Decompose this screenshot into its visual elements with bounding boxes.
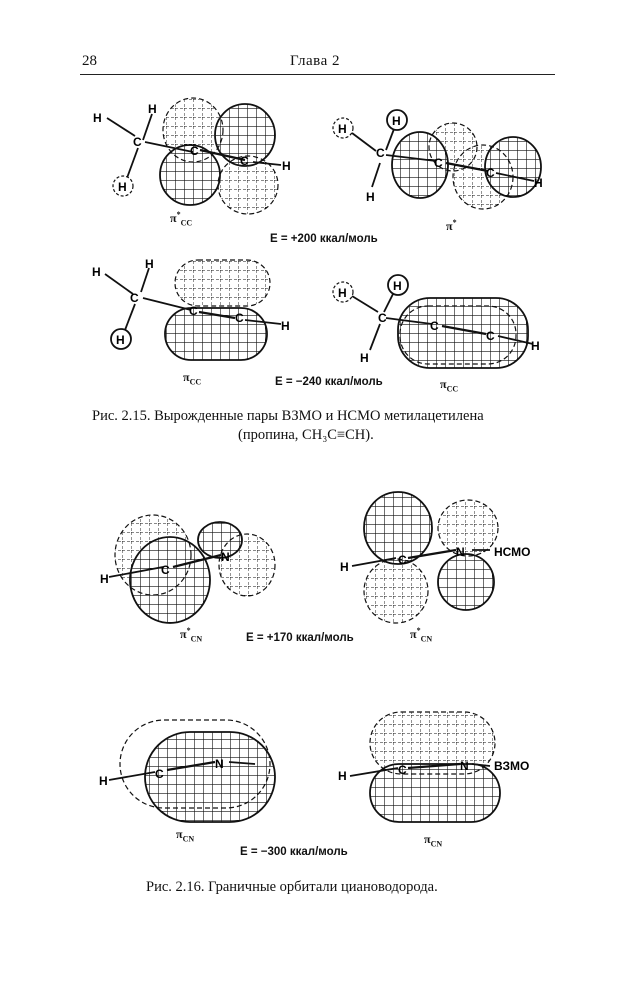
atom-h: H <box>338 286 347 300</box>
atom-n: N <box>221 550 230 564</box>
figure-caption-2-15: Рис. 2.15. Вырожденные пары ВЗМО и НСМО метилацетилена <box>92 408 484 424</box>
atom-h: H <box>282 159 291 173</box>
atom-h: H <box>99 774 108 788</box>
energy-homo-216: E = −300 ккал/моль <box>240 846 348 858</box>
label-pi-cc-right: $\pi_{CC}$ <box>440 377 459 394</box>
atom-h: H <box>338 122 347 136</box>
atom-c: C <box>189 304 198 318</box>
atom-h: H <box>281 319 290 333</box>
chapter-title: Глава 2 <box>290 53 340 69</box>
atom-h: H <box>145 257 154 271</box>
fig216-homo-right <box>330 706 560 828</box>
atom-h: H <box>148 102 157 116</box>
atom-h: H <box>392 114 401 128</box>
label-pi-star-cc: $\pi^*_{CC}$ <box>170 210 193 228</box>
atom-c: C <box>155 767 164 781</box>
atom-c: C <box>378 311 387 325</box>
atom-c: C <box>486 166 495 180</box>
lumo-tag: НСМО <box>494 545 531 559</box>
atom-h: H <box>393 279 402 293</box>
atom-n: N <box>215 757 224 771</box>
fig216-homo-left <box>95 712 285 827</box>
atom-c: C <box>130 291 139 305</box>
figure-caption-2-16: Рис. 2.16. Граничные орбитали циановодорода. <box>146 879 438 895</box>
fig215-homo-right <box>328 270 548 380</box>
atom-c: C <box>434 156 443 170</box>
atom-c: C <box>376 146 385 160</box>
fig215-lumo-left <box>85 90 295 230</box>
atom-c: C <box>190 144 199 158</box>
atom-c: C <box>240 154 249 168</box>
label-pi-cn-left: $\pi_{CN}$ <box>176 827 195 844</box>
header-rule <box>80 74 555 75</box>
energy-lumo-215: E = +200 ккал/моль <box>270 233 378 245</box>
atom-n: N <box>456 545 465 559</box>
energy-homo-215: E = −240 ккал/моль <box>275 376 383 388</box>
label-pi-star-cn-right: $\pi^*_{CN}$ <box>410 626 433 644</box>
atom-h: H <box>118 180 127 194</box>
atom-h: H <box>366 190 375 204</box>
atom-h: H <box>340 560 349 574</box>
atom-c: C <box>486 329 495 343</box>
atom-c: C <box>430 319 439 333</box>
figure-caption-2-15-line2: (пропина, CH₃C≡CH). <box>238 427 374 443</box>
atom-h: H <box>92 265 101 279</box>
atom-h: H <box>360 351 369 365</box>
label-pi-star-cn-left: $\pi^*_{CN}$ <box>180 626 203 644</box>
fig216-lumo-right <box>330 488 560 628</box>
atom-c: C <box>398 553 407 567</box>
page-number: 28 <box>82 53 97 69</box>
atom-c: C <box>133 135 142 149</box>
atom-h: H <box>93 111 102 125</box>
atom-n: N <box>460 759 469 773</box>
label-pi-star: π* <box>446 218 457 233</box>
energy-lumo-216: E = +170 ккал/моль <box>246 632 354 644</box>
atom-h: H <box>338 769 347 783</box>
fig215-lumo-right <box>328 105 548 230</box>
atom-h: H <box>116 333 125 347</box>
atom-h: H <box>100 572 109 586</box>
fig216-lumo-left <box>95 505 285 630</box>
fig215-homo-left <box>85 252 295 377</box>
atom-c: C <box>235 311 244 325</box>
atom-h: H <box>531 339 540 353</box>
homo-tag: ВЗМО <box>494 759 530 773</box>
atom-c: C <box>398 763 407 777</box>
atom-c: C <box>161 563 170 577</box>
label-pi-cc-left: $\pi_{CC}$ <box>183 370 202 387</box>
atom-h: H <box>534 176 543 190</box>
label-pi-cn-right: $\pi_{CN}$ <box>424 832 443 849</box>
